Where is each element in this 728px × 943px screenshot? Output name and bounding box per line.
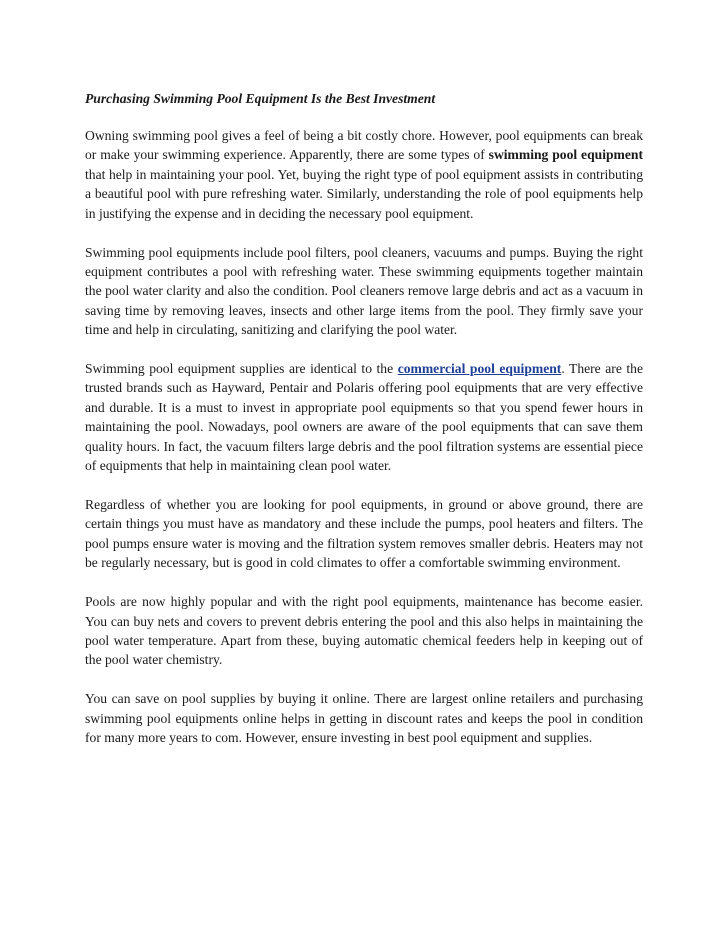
document-page bbox=[85, 89, 643, 767]
paragraph-2: Swimming pool equipments include pool filters, pool cleaners, vacuums and pumps. Buying the right equipment contributes a pool with refreshing water. These swimming equipments together maintain the pool water clarity and also the condition. Pool cleaners remove large debris and act as a vacuum in saving time by removing leaves, insects and other large items from the pool. They firmly save your time and help in circulating, sanitizing and clarifying the pool water. bbox=[85, 244, 643, 338]
paragraph-3-text-c: . There are the trusted brands such as Hayward, Pentair and Polaris offering pool equipments that are very effective and durable. It is a must to invest in appropriate pool equipments so that you spend fewer hours in maintaining the pool. Nowadays, pool owners are aware of the pool equipments that can save them quality hours. In fact, the vacuum filters large debris and the pool filtration systems are essential piece of equipments that help in maintaining clean pool water. bbox=[85, 361, 643, 474]
paragraph-5: Pools are now highly popular and with the right pool equipments, maintenance has become easier. You can buy nets and covers to prevent debris entering the pool and this also helps in maintaining the pool water temperature. Apart from these, buying automatic chemical feeders help in keeping out of the pool water chemistry. bbox=[85, 594, 643, 668]
commercial-pool-equipment-link[interactable]: commercial pool equipment bbox=[397, 361, 562, 377]
paragraph-3-text-a: Swimming pool equipment supplies are identical to the bbox=[85, 361, 398, 377]
paragraph-1-text-a: Owning swimming pool gives a feel of being a bit costly chore. However, pool equipments can break or make your swimming experience. Apparently, there are some types of bbox=[85, 128, 643, 163]
paragraph-3 bbox=[85, 359, 643, 475]
paragraph-1 bbox=[85, 126, 643, 223]
keyword-swimming-pool-equipment: swimming pool equipment bbox=[488, 147, 643, 163]
paragraph-1-text-c: that help in maintaining your pool. Yet, buying the right type of pool equipment assists in contributing a beautiful pool with pure refreshing water. Similarly, understanding the role of pool equipments help in justifying the expense and in deciding the necessary pool equipment. bbox=[85, 166, 643, 221]
paragraph-6: You can save on pool supplies by buying it online. There are largest online retailers and purchasing swimming pool equipments online helps in getting in discount rates and keeps the pool in condition for many more years to com. However, ensure investing in best pool equipment and supplies. bbox=[85, 691, 643, 746]
document-title: Purchasing Swimming Pool Equipment Is the Best Investment bbox=[85, 91, 436, 106]
paragraph-4: Regardless of whether you are looking for pool equipments, in ground or above ground, there are certain things you must have as mandatory and these include the pumps, pool heaters and filters. The pool pumps ensure water is moving and the filtration system removes smaller debris. Heaters may not be regularly necessary, but is good in cold climates to offer a comfortable swimming environment. bbox=[85, 497, 643, 571]
